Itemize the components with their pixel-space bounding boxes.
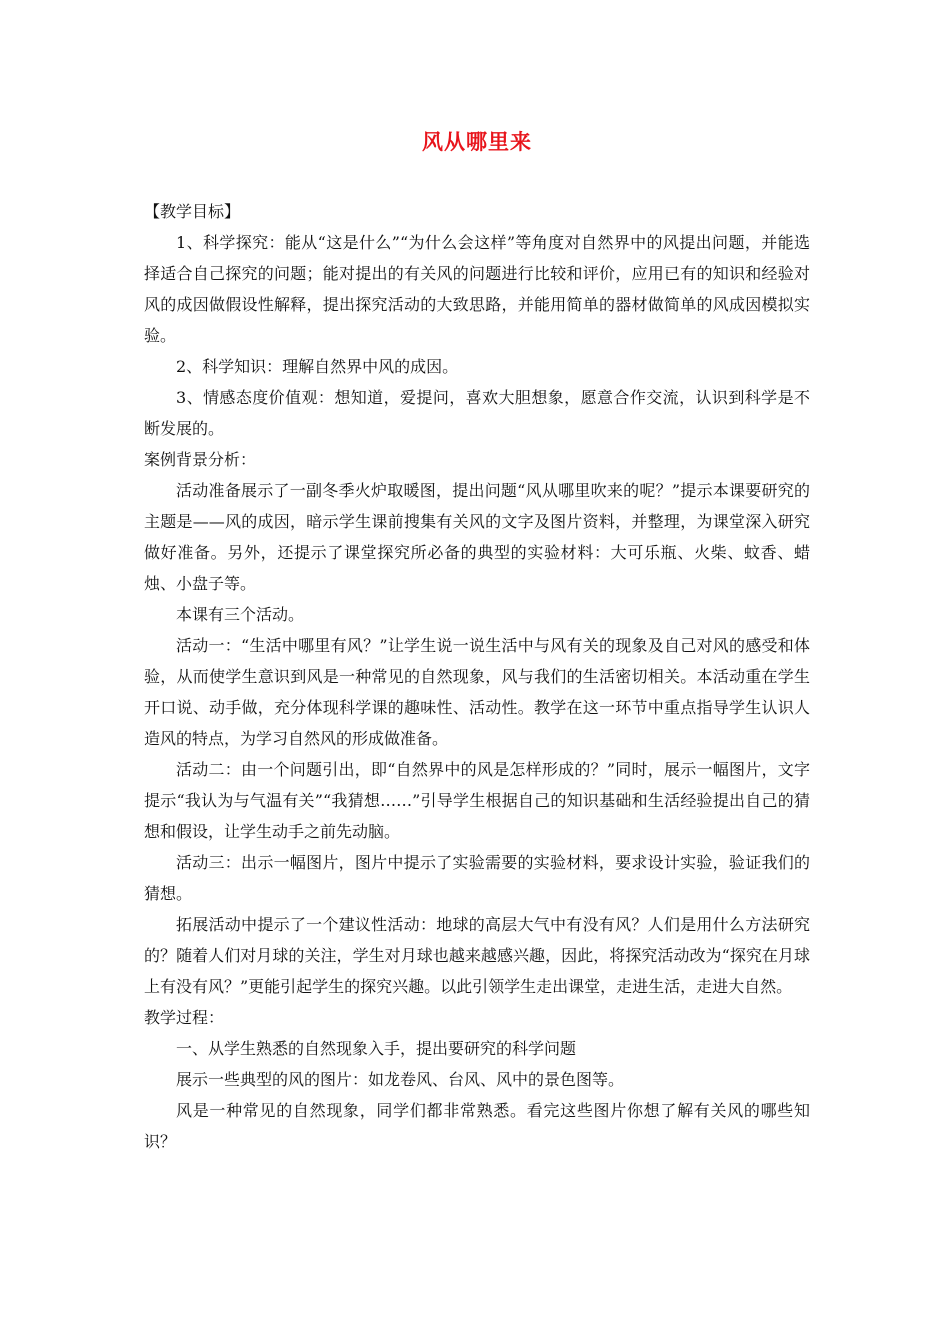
background-paragraph-1: 活动准备展示了一副冬季火炉取暖图，提出问题“风从哪里吹来的呢？”提示本课要研究的主题是——风的成因，暗示学生课前搜集有关风的文字及图片资料，并整理，为课堂深入研究做好准备。另外，还提示了课堂探究所必备的典型的实验材料：大可乐瓶、火柴、蚊香、蜡烛、小盘子等。 bbox=[144, 481, 810, 593]
activity-one-paragraph: 活动一：“生活中哪里有风？”让学生说一说生活中与风有关的现象及自己对风的感受和体验，从而使学生意识到风是一种常见的自然现象，风与我们的生活密切相关。本活动重在学生开口说、动手做，充分体现科学课的趣味性、活动性。教学在这一环节中重点指导学生认识人造风的特点，为学习自然风的形成做准备。 bbox=[144, 636, 810, 748]
objective-paragraph-2: 2、科学知识：理解自然界中风的成因。 bbox=[176, 357, 459, 376]
section-heading-process: 教学过程： bbox=[144, 1008, 225, 1027]
objective-paragraph-3: 3、情感态度价值观：想知道，爱提问，喜欢大胆想象，愿意合作交流，认识到科学是不断发展的。 bbox=[144, 388, 810, 438]
extension-activity-paragraph: 拓展活动中提示了一个建议性活动：地球的高层大气中有没有风？人们是用什么方法研究的？随着人们对月球的关注，学生对月球也越来越感兴趣，因此，将探究活动改为“探究在月球上有没有风？”更能引起学生的探究兴趣。以此引领学生走出课堂，走进生活，走进大自然。 bbox=[144, 915, 810, 996]
activity-two-paragraph: 活动二：由一个问题引出，即“自然界中的风是怎样形成的？”同时，展示一幅图片，文字提示“我认为与气温有关”“我猜想……”引导学生根据自己的知识基础和生活经验提出自己的猜想和假设，让学生动手之前先动脑。 bbox=[144, 760, 810, 841]
background-paragraph-2: 本课有三个活动。 bbox=[176, 605, 305, 624]
process-step-1-heading: 一、从学生熟悉的自然现象入手，提出要研究的科学问题 bbox=[176, 1039, 577, 1058]
section-heading-objectives: 【教学目标】 bbox=[144, 202, 241, 221]
objective-paragraph-1: 1、科学探究：能从“这是什么”“为什么会这样”等角度对自然界中的风提出问题，并能选择适合自己探究的问题；能对提出的有关风的问题进行比较和评价，应用已有的知识和经验对风的成因做假设性解释，提出探究活动的大致思路，并能用简单的器材做简单的风成因模拟实验。 bbox=[144, 233, 810, 345]
activity-three-paragraph: 活动三：出示一幅图片，图片中提示了实验需要的实验材料，要求设计实验，验证我们的猜想。 bbox=[144, 853, 810, 903]
document-title: 风从哪里来 bbox=[422, 129, 532, 154]
document-body bbox=[144, 196, 810, 1157]
section-heading-background: 案例背景分析： bbox=[144, 450, 257, 469]
process-paragraph-2: 风是一种常见的自然现象，同学们都非常熟悉。看完这些图片你想了解有关风的哪些知识？ bbox=[144, 1101, 810, 1151]
process-paragraph-1: 展示一些典型的风的图片：如龙卷风、台风、风中的景色图等。 bbox=[176, 1070, 625, 1089]
